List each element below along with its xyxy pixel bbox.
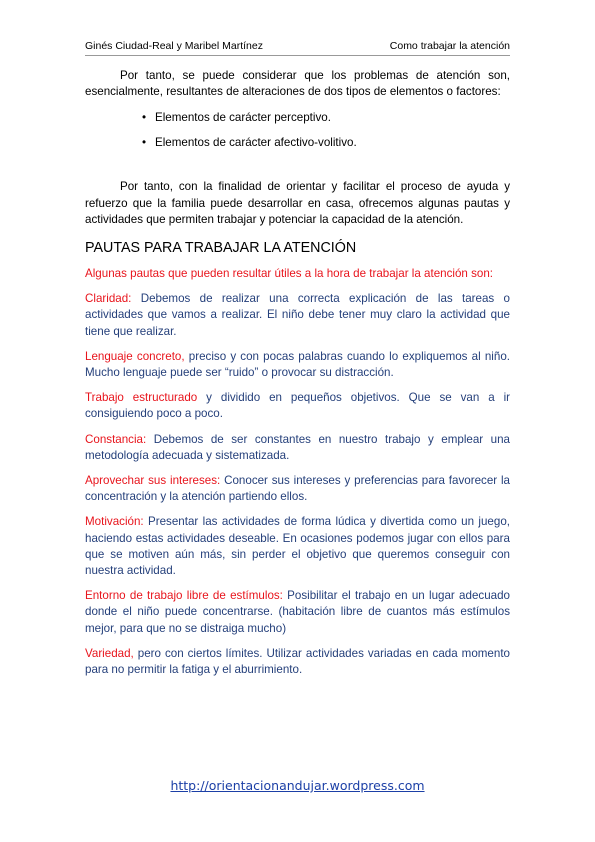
guideline-text: pero con ciertos límites. Utilizar actividades variadas en cada momento para no permitir la fatiga y el aburrimiento. [85,646,510,677]
guideline-term: Trabajo estructurado [85,391,198,405]
guideline-item [85,390,510,422]
guideline-term: Motivación: [85,515,144,529]
guideline-text: Debemos de ser constantes en nuestro trabajo y emplear una metodología adecuada y sistematizada. [85,432,510,462]
guideline-term: Claridad: [85,292,132,306]
header-title: Como trabajar la atención [389,40,510,52]
guideline-text: Debemos de realizar una correcta explicación de las tareas o actividades que vamos a realizar. El niño debe tener muy claro la actividad que tiene que realizar. [85,292,510,338]
guideline-item [85,349,510,381]
section-heading: PAUTAS PARA TRABAJAR LA ATENCIÓN [85,240,357,257]
guideline-item [85,432,510,464]
intro-paragraph-2: Por tanto, con la finalidad de orientar y facilitar el proceso de ayuda y refuerzo que la familia puede desarrollar en casa, ofrecemos algunas pautas y actividades que permiten trabajar y potenciar la capacidad de la atención. [85,180,510,226]
section-lead: Algunas pautas que pueden resultar útiles a la hora de trabajar la atención son: [85,267,493,281]
guideline-item [85,646,510,678]
page-header [85,36,510,56]
header-authors: Ginés Ciudad-Real y Maribel Martínez [85,40,263,52]
guideline-term: Variedad, [85,646,134,660]
guideline-item [85,514,510,579]
guideline-text: Conocer sus intereses y preferencias para favorecer la concentración y la atención partiendo ellos. [85,474,510,504]
guideline-term: Constancia: [85,432,147,446]
guideline-item [85,473,510,505]
page-content [85,68,510,687]
guideline-term: Entorno de trabajo libre de estímulos: [85,589,283,603]
guideline-item [85,291,510,340]
guideline-item [85,588,510,637]
footer-link[interactable]: http://orientacionandujar.wordpress.com [170,778,425,793]
list-item: • Elementos de carácter perceptivo. [142,111,331,125]
guideline-text: Presentar las actividades de forma lúdica y divertida como un juego, haciendo estas actividades deseable. En ocasiones podemos jugar con ellos para que se motiven aún más, sin perder el objetivo que queremos conseguir con nuestra actividad. [85,515,510,578]
guideline-term: Aprovechar sus intereses: [85,474,221,488]
bullet-icon: • [142,111,147,125]
guideline-term: Lenguaje concreto, [85,349,185,363]
factor-list [85,110,510,151]
intro-paragraph-1: Por tanto, se puede considerar que los problemas de atención son, esencialmente, resultantes de alteraciones de dos tipos de elementos o factores: [85,69,510,99]
bullet-icon: • [142,136,147,150]
list-item: • Elementos de carácter afectivo-volitivo. [142,136,357,150]
guideline-text: preciso y con pocas palabras cuando lo expliquemos al niño. Mucho lenguaje puede ser “ruido” o provocar su distracción. [85,349,510,380]
guideline-text: Posibilitar el trabajo en un lugar adecuado donde el niño puede concentrarse. (habitación libre de cuantos más estímulos mejor, para que no se distraiga mucho) [85,589,510,635]
guideline-text: y dividido en pequeños objetivos. Que se van a ir consiguiendo poco a poco. [85,391,511,421]
